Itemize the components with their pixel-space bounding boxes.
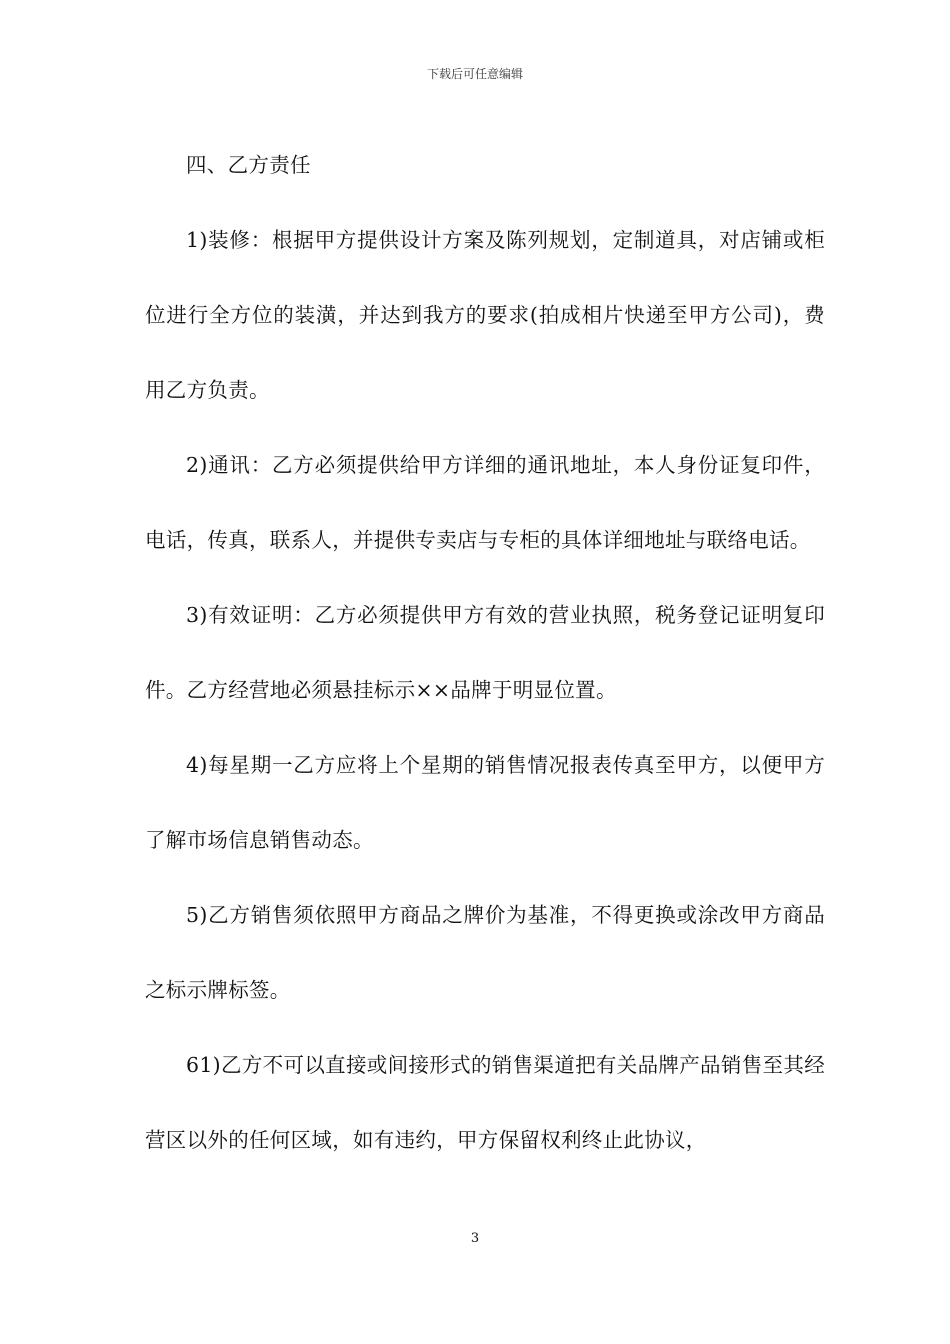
paragraph-valid-certificate: 3)有效证明：乙方必须提供甲方有效的营业执照，税务登记证明复印件。乙方经营地必须悬挂标示××品牌于明显位置。 [145,603,825,702]
document-body [145,128,825,1178]
paragraph-communication: 2)通讯：乙方必须提供给甲方详细的通讯地址，本人身份证复印件，电话，传真，联系人，并提供专卖店与专柜的具体详细地址与联络电话。 [145,453,825,552]
paragraph-pricing: 5)乙方销售须依照甲方商品之牌价为基准，不得更换或涂改甲方商品之标示牌标签。 [145,903,825,1002]
page-header: 下载后可任意编辑 [426,67,523,81]
page-number: 3 [470,1231,480,1246]
paragraph-sales-channel: 61)乙方不可以直接或间接形式的销售渠道把有关品牌产品销售至其经营区以外的任何区域，如有违约，甲方保留权利终止此协议， [145,1053,825,1152]
paragraph-weekly-report: 4)每星期一乙方应将上个星期的销售情况报表传真至甲方，以便甲方了解市场信息销售动态。 [145,753,825,852]
paragraph-decoration: 1)装修：根据甲方提供设计方案及陈列规划，定制道具，对店铺或柜位进行全方位的装潢，并达到我方的要求(拍成相片快递至甲方公司)，费用乙方负责。 [145,228,825,402]
section-title: 四、乙方责任 [186,153,311,177]
